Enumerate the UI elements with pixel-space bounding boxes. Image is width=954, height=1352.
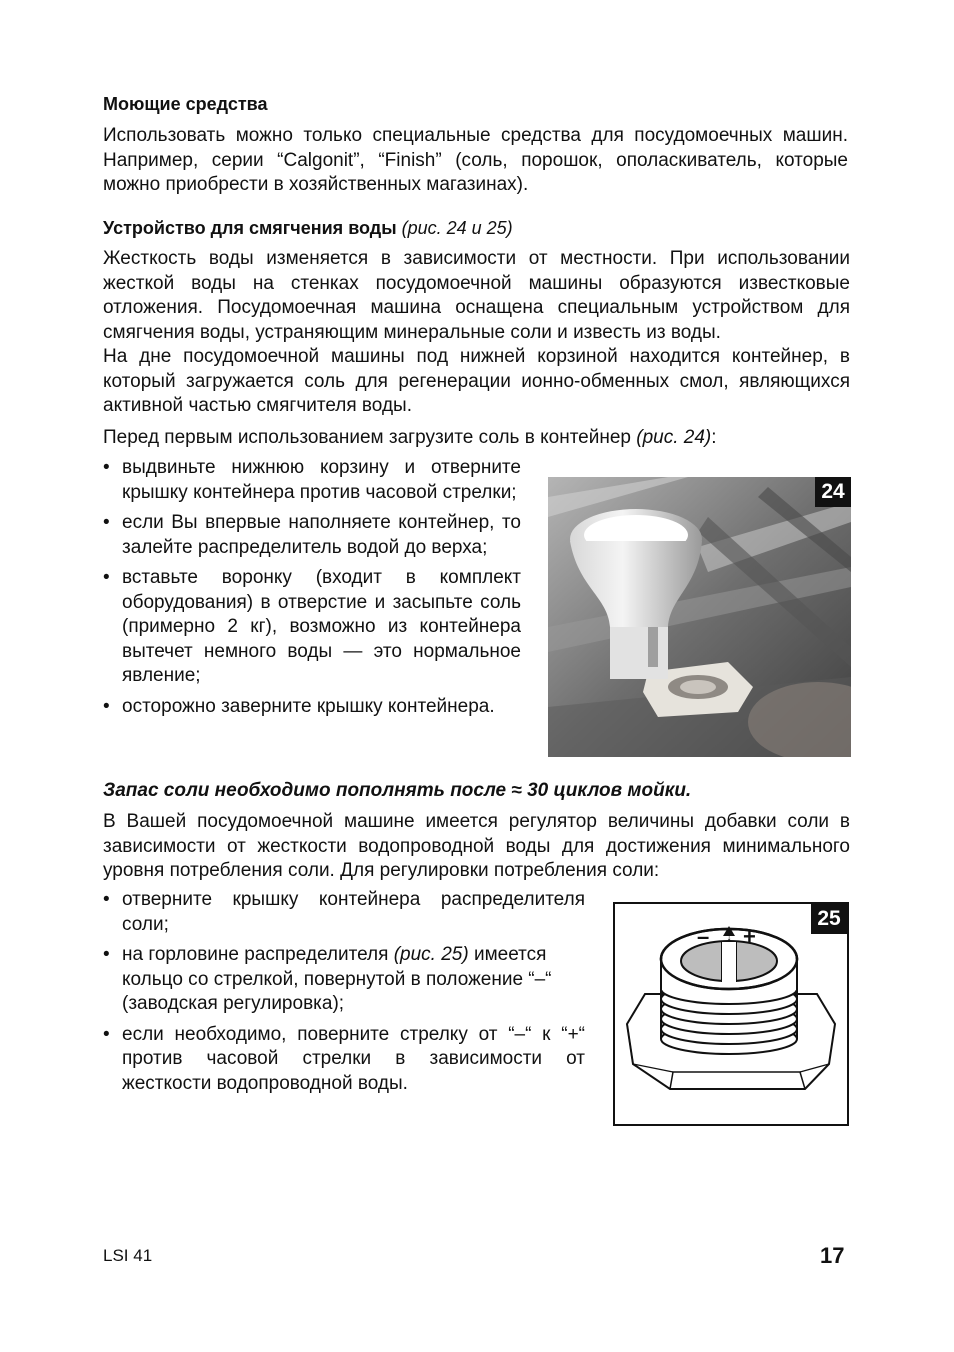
- softener-title-text: Устройство для смягчения воды: [103, 218, 397, 238]
- softener-paragraph-3: [103, 426, 850, 451]
- softener-paragraph-2: На дне посудомоечной машины под нижней корзиной находится контейнер, в который загружается соль для регенерации ионно-обменных смол, являющихся активной частью смягчителя воды.: [103, 346, 850, 416]
- first-use-colon: :: [711, 427, 717, 448]
- list-item: • выдвиньте нижнюю корзину и отверните крышку контейнера против часовой стрелки;: [103, 456, 521, 505]
- ring-text-b: имеется кольцо со стрелкой, повернутой в положение “–“ (заводская регулировка);: [122, 944, 552, 1014]
- footer-model: LSI 41: [103, 1246, 153, 1265]
- section-title-detergents: Моющие средства: [103, 94, 268, 114]
- page-number: 17: [820, 1243, 845, 1268]
- ring-minus-label: –: [697, 924, 710, 949]
- list-item: • осторожно заверните крышку контейнера.: [103, 695, 521, 720]
- salt-dispenser-neck-drawing: [615, 904, 847, 1124]
- first-use-text: Перед первым использованием загрузите соль в контейнер: [103, 427, 631, 448]
- detergents-paragraph: Использовать можно только специальные средства для посудомоечных машин. Например, серии “Calgonit”, “Finish” (соль, порошок, ополаскиватель, которые можно приобрести в хозяйственных магазинах).: [103, 125, 848, 195]
- softener-figure-ref: (рис. 24 и 25): [401, 218, 513, 238]
- section-title-water-softener: [103, 216, 513, 240]
- figure-24-label: 24: [815, 477, 851, 507]
- list-item: • если Вы впервые наполняете контейнер, то залейте распределитель водой до верха;: [103, 511, 521, 560]
- list-item: • вставьте воронку (входит в комплект оборудования) в отверстие и засыпьте соль (примерно 2 кг), возможно из контейнера вытечет немного воды — это нормальное явление;: [103, 566, 521, 689]
- regulator-paragraph: В Вашей посудомоечной машине имеется регулятор величины добавки соли в зависимости от жесткости водопроводной воды для достижения минимального уровня потребления соли. Для регулировки потребления соли:: [103, 811, 850, 881]
- first-use-figure-ref: (рис. 24): [636, 427, 712, 448]
- softener-paragraph-1: Жесткость воды изменяется в зависимости от местности. При использовании жесткой воды на стенках посудомоечной машины образуются известковые отложения. Посудомоечная машина оснащена специальным устройством для смягчения воды, устраняющим минеральные соли и известь из воды.: [103, 248, 850, 343]
- figure-25-drawing: [613, 902, 849, 1126]
- salt-refill-warning: Запас соли необходимо пополнять после ≈ 30 циклов мойки.: [103, 780, 692, 801]
- list-item: • отверните крышку контейнера распределителя соли;: [103, 888, 585, 937]
- figure-24-photo: [548, 477, 851, 757]
- ring-plus-label: +: [743, 924, 756, 949]
- salt-funnel-photo-image: [548, 477, 851, 757]
- list-item: [103, 943, 585, 1017]
- svg-text:↓: ↓: [726, 932, 732, 943]
- ring-figure-ref: (рис. 25): [393, 944, 469, 965]
- first-use-steps-list: [103, 456, 521, 725]
- list-item: • если необходимо, поверните стрелку от “–“ к “+“ против часовой стрелки в зависимости от жесткости водопроводной воды.: [103, 1023, 585, 1097]
- figure-25-label: 25: [811, 904, 847, 934]
- ring-text-a: на горловине распределителя: [122, 944, 389, 965]
- regulator-steps-list: [103, 888, 585, 1102]
